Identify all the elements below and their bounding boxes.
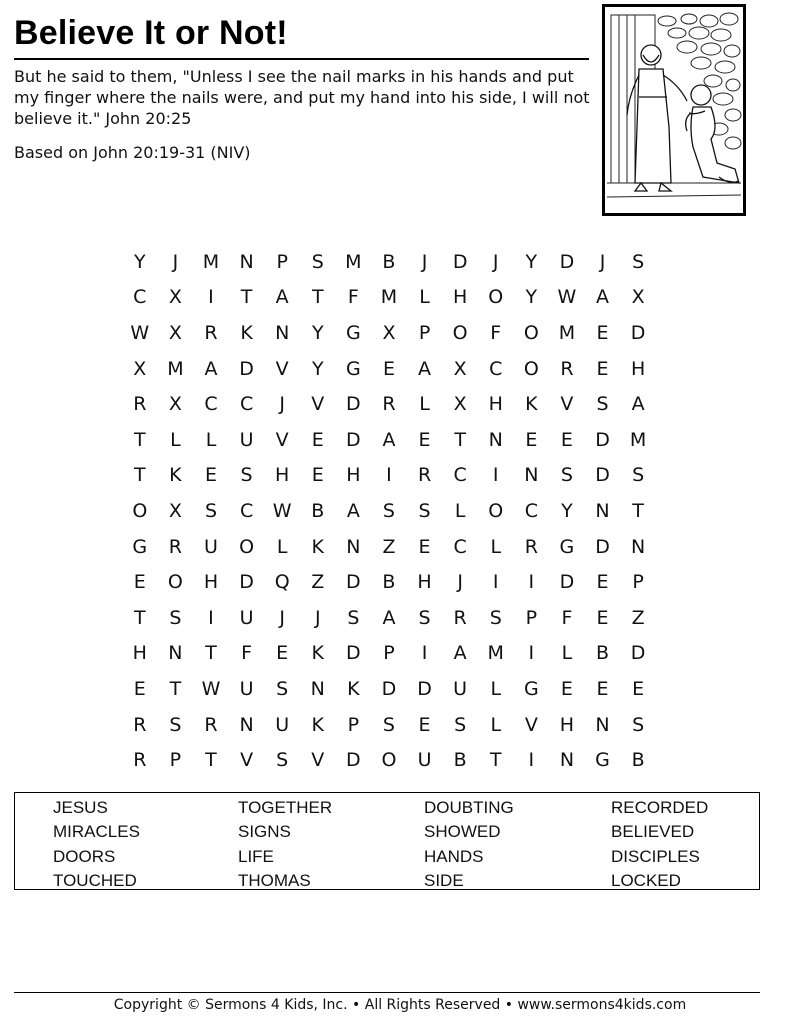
grid-row bbox=[122, 458, 656, 494]
grid-letter: L bbox=[170, 428, 181, 451]
grid-letter: S bbox=[454, 713, 467, 736]
grid-letter: U bbox=[239, 606, 254, 629]
grid-row bbox=[122, 493, 656, 529]
grid-letter: T bbox=[632, 499, 644, 522]
grid-letter: L bbox=[454, 499, 466, 522]
grid-letter: J bbox=[457, 571, 463, 594]
grid-letter: I bbox=[386, 464, 392, 487]
grid-letter: B bbox=[453, 749, 467, 772]
grid-letter: V bbox=[560, 393, 574, 416]
grid-letter: D bbox=[346, 571, 361, 594]
grid-letter: T bbox=[205, 642, 217, 665]
grid-letter: T bbox=[133, 464, 146, 487]
grid-letter: C bbox=[489, 357, 503, 380]
grid-letter: P bbox=[418, 321, 431, 344]
grid-letter: J bbox=[314, 606, 321, 629]
grid-letter: M bbox=[558, 321, 576, 344]
grid-letter: P bbox=[169, 749, 182, 772]
grid-letter: R bbox=[204, 321, 218, 344]
grid-letter: M bbox=[202, 250, 220, 273]
grid-letter: X bbox=[133, 357, 147, 380]
grid-letter: P bbox=[632, 571, 644, 594]
scripture-reference: Based on John 20:19-31 (NIV) bbox=[14, 143, 251, 162]
word-list-item: THOMAS bbox=[238, 870, 311, 890]
grid-letter: I bbox=[528, 749, 535, 772]
grid-letter: E bbox=[560, 428, 573, 451]
grid-letter: O bbox=[523, 357, 539, 380]
grid-letter: O bbox=[381, 749, 397, 772]
grid-letter: Z bbox=[311, 571, 325, 594]
grid-letter: Z bbox=[631, 606, 645, 629]
grid-letter: D bbox=[595, 428, 610, 451]
grid-letter: E bbox=[596, 677, 609, 700]
grid-letter: B bbox=[382, 571, 396, 594]
illustration-drawing bbox=[605, 7, 743, 213]
grid-letter: H bbox=[488, 393, 503, 416]
grid-letter: K bbox=[169, 464, 182, 487]
grid-letter: M bbox=[487, 642, 504, 665]
grid-letter: J bbox=[599, 250, 606, 273]
grid-letter: O bbox=[488, 499, 504, 522]
grid-letter: D bbox=[595, 535, 610, 558]
grid-letter: B bbox=[595, 642, 610, 665]
word-list-item: SIDE bbox=[424, 870, 464, 890]
grid-letter: H bbox=[275, 464, 290, 487]
grid-letter: V bbox=[275, 428, 289, 451]
grid-letter: C bbox=[453, 464, 467, 487]
grid-letter: X bbox=[453, 393, 467, 416]
grid-letter: A bbox=[346, 499, 360, 522]
grid-letter: P bbox=[525, 606, 538, 629]
grid-letter: A bbox=[631, 393, 645, 416]
grid-letter: T bbox=[133, 428, 146, 451]
grid-letter: B bbox=[311, 499, 325, 522]
grid-letter: A bbox=[382, 428, 396, 451]
jesus-and-thomas-illustration bbox=[602, 4, 746, 216]
grid-letter: K bbox=[311, 535, 324, 558]
grid-letter: E bbox=[276, 642, 289, 665]
grid-letter: S bbox=[596, 393, 609, 416]
grid-letter: F bbox=[561, 606, 573, 629]
grid-letter: W bbox=[201, 677, 221, 700]
grid-letter: X bbox=[168, 499, 182, 522]
grid-letter: N bbox=[310, 677, 325, 700]
grid-letter: H bbox=[132, 642, 147, 665]
grid-letter: O bbox=[132, 499, 148, 522]
word-list-item: HANDS bbox=[424, 846, 484, 866]
grid-letter: V bbox=[240, 749, 254, 772]
footer-divider bbox=[14, 992, 760, 993]
grid-letter: V bbox=[524, 713, 538, 736]
grid-letter: S bbox=[382, 499, 395, 522]
grid-letter: W bbox=[557, 286, 577, 309]
word-list-item: RECORDED bbox=[611, 798, 709, 817]
grid-letter: D bbox=[346, 642, 361, 665]
grid-letter: E bbox=[133, 677, 146, 700]
word-list bbox=[14, 792, 760, 890]
grid-letter: N bbox=[346, 535, 361, 558]
grid-letter: R bbox=[133, 713, 147, 736]
grid-letter: L bbox=[490, 535, 502, 558]
page-title: Believe It or Not! bbox=[14, 14, 288, 52]
word-list-column bbox=[53, 796, 140, 893]
grid-letter: J bbox=[172, 250, 179, 273]
grid-letter: R bbox=[133, 393, 147, 416]
grid-letter: U bbox=[275, 713, 290, 736]
grid-letter: L bbox=[490, 677, 502, 700]
grid-letter: E bbox=[311, 464, 324, 487]
grid-letter: L bbox=[276, 535, 288, 558]
grid-letter: L bbox=[419, 393, 430, 416]
grid-letter: I bbox=[528, 642, 535, 665]
grid-letter: E bbox=[204, 464, 217, 487]
word-list-item: TOUCHED bbox=[53, 870, 137, 890]
grid-letter: D bbox=[346, 428, 361, 451]
grid-letter: J bbox=[279, 393, 285, 416]
grid-row bbox=[122, 707, 656, 743]
grid-letter: U bbox=[239, 677, 254, 700]
grid-letter: X bbox=[168, 286, 182, 309]
grid-letter: F bbox=[347, 286, 359, 309]
grid-row bbox=[122, 315, 656, 351]
grid-letter: S bbox=[418, 606, 431, 629]
grid-letter: Z bbox=[382, 535, 396, 558]
grid-letter: O bbox=[452, 321, 468, 344]
grid-letter: D bbox=[346, 393, 361, 416]
grid-letter: A bbox=[204, 357, 218, 380]
word-list-column bbox=[238, 796, 332, 893]
grid-letter: U bbox=[239, 428, 254, 451]
grid-letter: Y bbox=[311, 357, 324, 380]
grid-letter: A bbox=[596, 286, 610, 309]
word-list-item: LOCKED bbox=[611, 870, 681, 890]
grid-letter: H bbox=[559, 713, 575, 736]
grid-letter: G bbox=[523, 677, 539, 700]
grid-letter: W bbox=[272, 499, 292, 522]
bible-verse: But he said to them, "Unless I see the nail marks in his hands and put my finger where the nails were, and put my hand into his side, I will not believe it." John 20:25 bbox=[14, 67, 590, 128]
grid-letter: W bbox=[130, 321, 150, 344]
grid-letter: N bbox=[631, 535, 646, 558]
grid-letter: S bbox=[204, 499, 218, 522]
grid-letter: D bbox=[630, 642, 646, 665]
grid-letter: S bbox=[276, 677, 289, 700]
grid-letter: N bbox=[168, 642, 183, 665]
grid-letter: E bbox=[382, 357, 395, 380]
grid-row bbox=[122, 244, 656, 280]
grid-letter: I bbox=[208, 286, 214, 309]
grid-letter: J bbox=[421, 250, 428, 273]
grid-row bbox=[122, 742, 656, 778]
grid-letter: N bbox=[488, 428, 503, 451]
grid-letter: U bbox=[204, 535, 218, 558]
grid-row bbox=[122, 529, 656, 565]
grid-letter: Y bbox=[525, 250, 538, 273]
grid-letter: A bbox=[453, 642, 467, 665]
grid-letter: R bbox=[168, 535, 182, 558]
grid-letter: D bbox=[346, 749, 361, 772]
grid-letter: R bbox=[417, 464, 432, 487]
word-list-column bbox=[424, 796, 514, 893]
grid-row bbox=[122, 280, 656, 316]
grid-letter: D bbox=[559, 250, 575, 273]
grid-letter: I bbox=[528, 571, 535, 594]
grid-letter: M bbox=[629, 428, 647, 451]
grid-letter: S bbox=[632, 464, 645, 487]
grid-letter: I bbox=[421, 642, 428, 665]
grid-letter: M bbox=[380, 286, 398, 309]
word-list-item: SHOWED bbox=[424, 822, 501, 842]
word-list-item: DOUBTING bbox=[424, 798, 514, 817]
grid-letter: Y bbox=[133, 250, 146, 273]
grid-letter: N bbox=[595, 713, 610, 736]
grid-letter: S bbox=[169, 713, 182, 736]
grid-letter: U bbox=[417, 749, 432, 772]
grid-letter: A bbox=[382, 606, 396, 629]
grid-letter: D bbox=[381, 677, 397, 700]
grid-letter: C bbox=[133, 286, 147, 309]
grid-letter: E bbox=[525, 428, 538, 451]
grid-letter: B bbox=[631, 749, 645, 772]
grid-letter: X bbox=[382, 321, 396, 344]
grid-letter: E bbox=[596, 321, 609, 344]
grid-letter: C bbox=[453, 535, 467, 558]
grid-letter: E bbox=[560, 677, 573, 700]
grid-letter: V bbox=[311, 393, 325, 416]
grid-letter: S bbox=[169, 606, 182, 629]
grid-row bbox=[122, 351, 656, 387]
grid-letter: S bbox=[418, 499, 431, 522]
grid-letter: I bbox=[492, 464, 499, 487]
grid-letter: L bbox=[205, 428, 217, 451]
grid-letter: J bbox=[492, 250, 499, 273]
grid-letter: R bbox=[524, 535, 538, 558]
grid-letter: D bbox=[595, 464, 610, 487]
grid-letter: D bbox=[452, 250, 468, 273]
grid-letter: G bbox=[345, 357, 361, 380]
grid-letter: N bbox=[239, 250, 254, 273]
grid-letter: E bbox=[418, 535, 431, 558]
grid-letter: R bbox=[560, 357, 574, 380]
grid-letter: S bbox=[276, 749, 289, 772]
grid-row bbox=[122, 671, 656, 707]
grid-letter: E bbox=[418, 713, 431, 736]
grid-row bbox=[122, 422, 656, 458]
grid-letter: S bbox=[240, 464, 253, 487]
grid-letter: N bbox=[559, 749, 575, 772]
grid-letter: C bbox=[524, 499, 538, 522]
title-underline bbox=[14, 58, 589, 60]
grid-letter: O bbox=[239, 535, 255, 558]
grid-letter: K bbox=[347, 677, 360, 700]
grid-letter: R bbox=[204, 713, 218, 736]
grid-letter: O bbox=[488, 286, 504, 309]
grid-letter: C bbox=[239, 499, 254, 522]
grid-letter: R bbox=[382, 393, 396, 416]
grid-letter: D bbox=[239, 357, 254, 380]
grid-letter: D bbox=[239, 571, 254, 594]
grid-letter: R bbox=[453, 606, 467, 629]
grid-letter: D bbox=[417, 677, 432, 700]
grid-letter: T bbox=[454, 428, 466, 451]
word-list-item: JESUS bbox=[53, 798, 108, 817]
grid-letter: Y bbox=[311, 321, 324, 344]
grid-letter: E bbox=[596, 571, 609, 594]
word-search-grid bbox=[122, 244, 656, 778]
grid-row bbox=[122, 600, 656, 636]
grid-letter: T bbox=[311, 286, 324, 309]
grid-letter: T bbox=[489, 749, 502, 772]
grid-letter: U bbox=[453, 677, 468, 700]
grid-letter: M bbox=[167, 357, 184, 380]
grid-letter: T bbox=[240, 286, 253, 309]
grid-letter: T bbox=[133, 606, 146, 629]
grid-letter: I bbox=[208, 606, 214, 629]
grid-letter: H bbox=[346, 464, 361, 487]
grid-letter: O bbox=[523, 321, 539, 344]
grid-letter: G bbox=[595, 749, 610, 772]
grid-letter: N bbox=[524, 464, 539, 487]
grid-letter: K bbox=[240, 321, 253, 344]
grid-letter: Y bbox=[561, 499, 573, 522]
grid-letter: X bbox=[168, 321, 182, 344]
grid-letter: F bbox=[241, 642, 253, 665]
grid-letter: S bbox=[560, 464, 573, 487]
grid-letter: I bbox=[492, 571, 499, 594]
grid-letter: S bbox=[347, 606, 360, 629]
grid-letter: M bbox=[345, 250, 362, 273]
grid-letter: X bbox=[631, 286, 645, 309]
grid-letter: J bbox=[279, 606, 285, 629]
grid-letter: G bbox=[132, 535, 148, 558]
grid-letter: H bbox=[452, 286, 468, 309]
grid-letter: G bbox=[345, 321, 361, 344]
copyright-footer: Copyright © Sermons 4 Kids, Inc. • All Rights Reserved • www.sermons4kids.com bbox=[113, 997, 687, 1013]
grid-letter: S bbox=[489, 606, 502, 629]
grid-letter: H bbox=[417, 571, 432, 594]
grid-letter: N bbox=[239, 713, 254, 736]
grid-letter: L bbox=[561, 642, 573, 665]
grid-letter: G bbox=[559, 535, 575, 558]
grid-letter: T bbox=[205, 749, 217, 772]
grid-letter: K bbox=[525, 393, 538, 416]
grid-letter: O bbox=[167, 571, 183, 594]
word-list-item: DISCIPLES bbox=[611, 846, 700, 866]
grid-letter: H bbox=[630, 357, 646, 380]
grid-row bbox=[122, 636, 656, 672]
word-list-item: MIRACLES bbox=[53, 822, 140, 842]
grid-letter: E bbox=[133, 571, 146, 594]
grid-letter: N bbox=[275, 321, 290, 344]
word-list-item: BELIEVED bbox=[611, 822, 695, 842]
grid-letter: V bbox=[275, 357, 289, 380]
grid-letter: L bbox=[490, 713, 502, 736]
grid-letter: P bbox=[347, 713, 360, 736]
grid-letter: P bbox=[276, 250, 288, 273]
grid-letter: N bbox=[595, 499, 610, 522]
grid-letter: E bbox=[596, 357, 609, 380]
grid-letter: E bbox=[596, 606, 609, 629]
grid-letter: E bbox=[311, 428, 324, 451]
grid-letter: R bbox=[133, 749, 147, 772]
grid-letter: S bbox=[632, 713, 645, 736]
grid-letter: K bbox=[311, 713, 324, 736]
grid-letter: E bbox=[418, 428, 431, 451]
grid-letter: Y bbox=[525, 286, 538, 309]
word-list-item: DOORS bbox=[53, 846, 116, 866]
word-list-item: TOGETHER bbox=[238, 798, 333, 817]
grid-letter: B bbox=[382, 250, 396, 273]
grid-letter: A bbox=[275, 286, 289, 309]
grid-letter: E bbox=[632, 677, 645, 700]
grid-letter: C bbox=[204, 393, 218, 416]
grid-row bbox=[122, 386, 656, 422]
grid-letter: F bbox=[490, 321, 502, 344]
grid-letter: S bbox=[632, 250, 645, 273]
grid-letter: T bbox=[169, 677, 182, 700]
grid-letter: D bbox=[559, 571, 575, 594]
grid-letter: K bbox=[311, 642, 324, 665]
grid-letter: X bbox=[453, 357, 467, 380]
grid-letter: L bbox=[419, 286, 430, 309]
grid-letter: Q bbox=[274, 571, 290, 594]
grid-letter: P bbox=[383, 642, 395, 665]
grid-letter: H bbox=[203, 571, 219, 594]
grid-letter: D bbox=[630, 321, 646, 344]
grid-letter: X bbox=[168, 393, 182, 416]
word-list-item: LIFE bbox=[238, 846, 274, 866]
word-list-item: SIGNS bbox=[238, 822, 291, 842]
grid-letter: A bbox=[418, 357, 432, 380]
grid-row bbox=[122, 564, 656, 600]
word-list-column bbox=[611, 796, 708, 893]
grid-letter: S bbox=[311, 250, 324, 273]
grid-letter: S bbox=[382, 713, 395, 736]
grid-letter: V bbox=[311, 749, 325, 772]
grid-letter: C bbox=[239, 393, 254, 416]
